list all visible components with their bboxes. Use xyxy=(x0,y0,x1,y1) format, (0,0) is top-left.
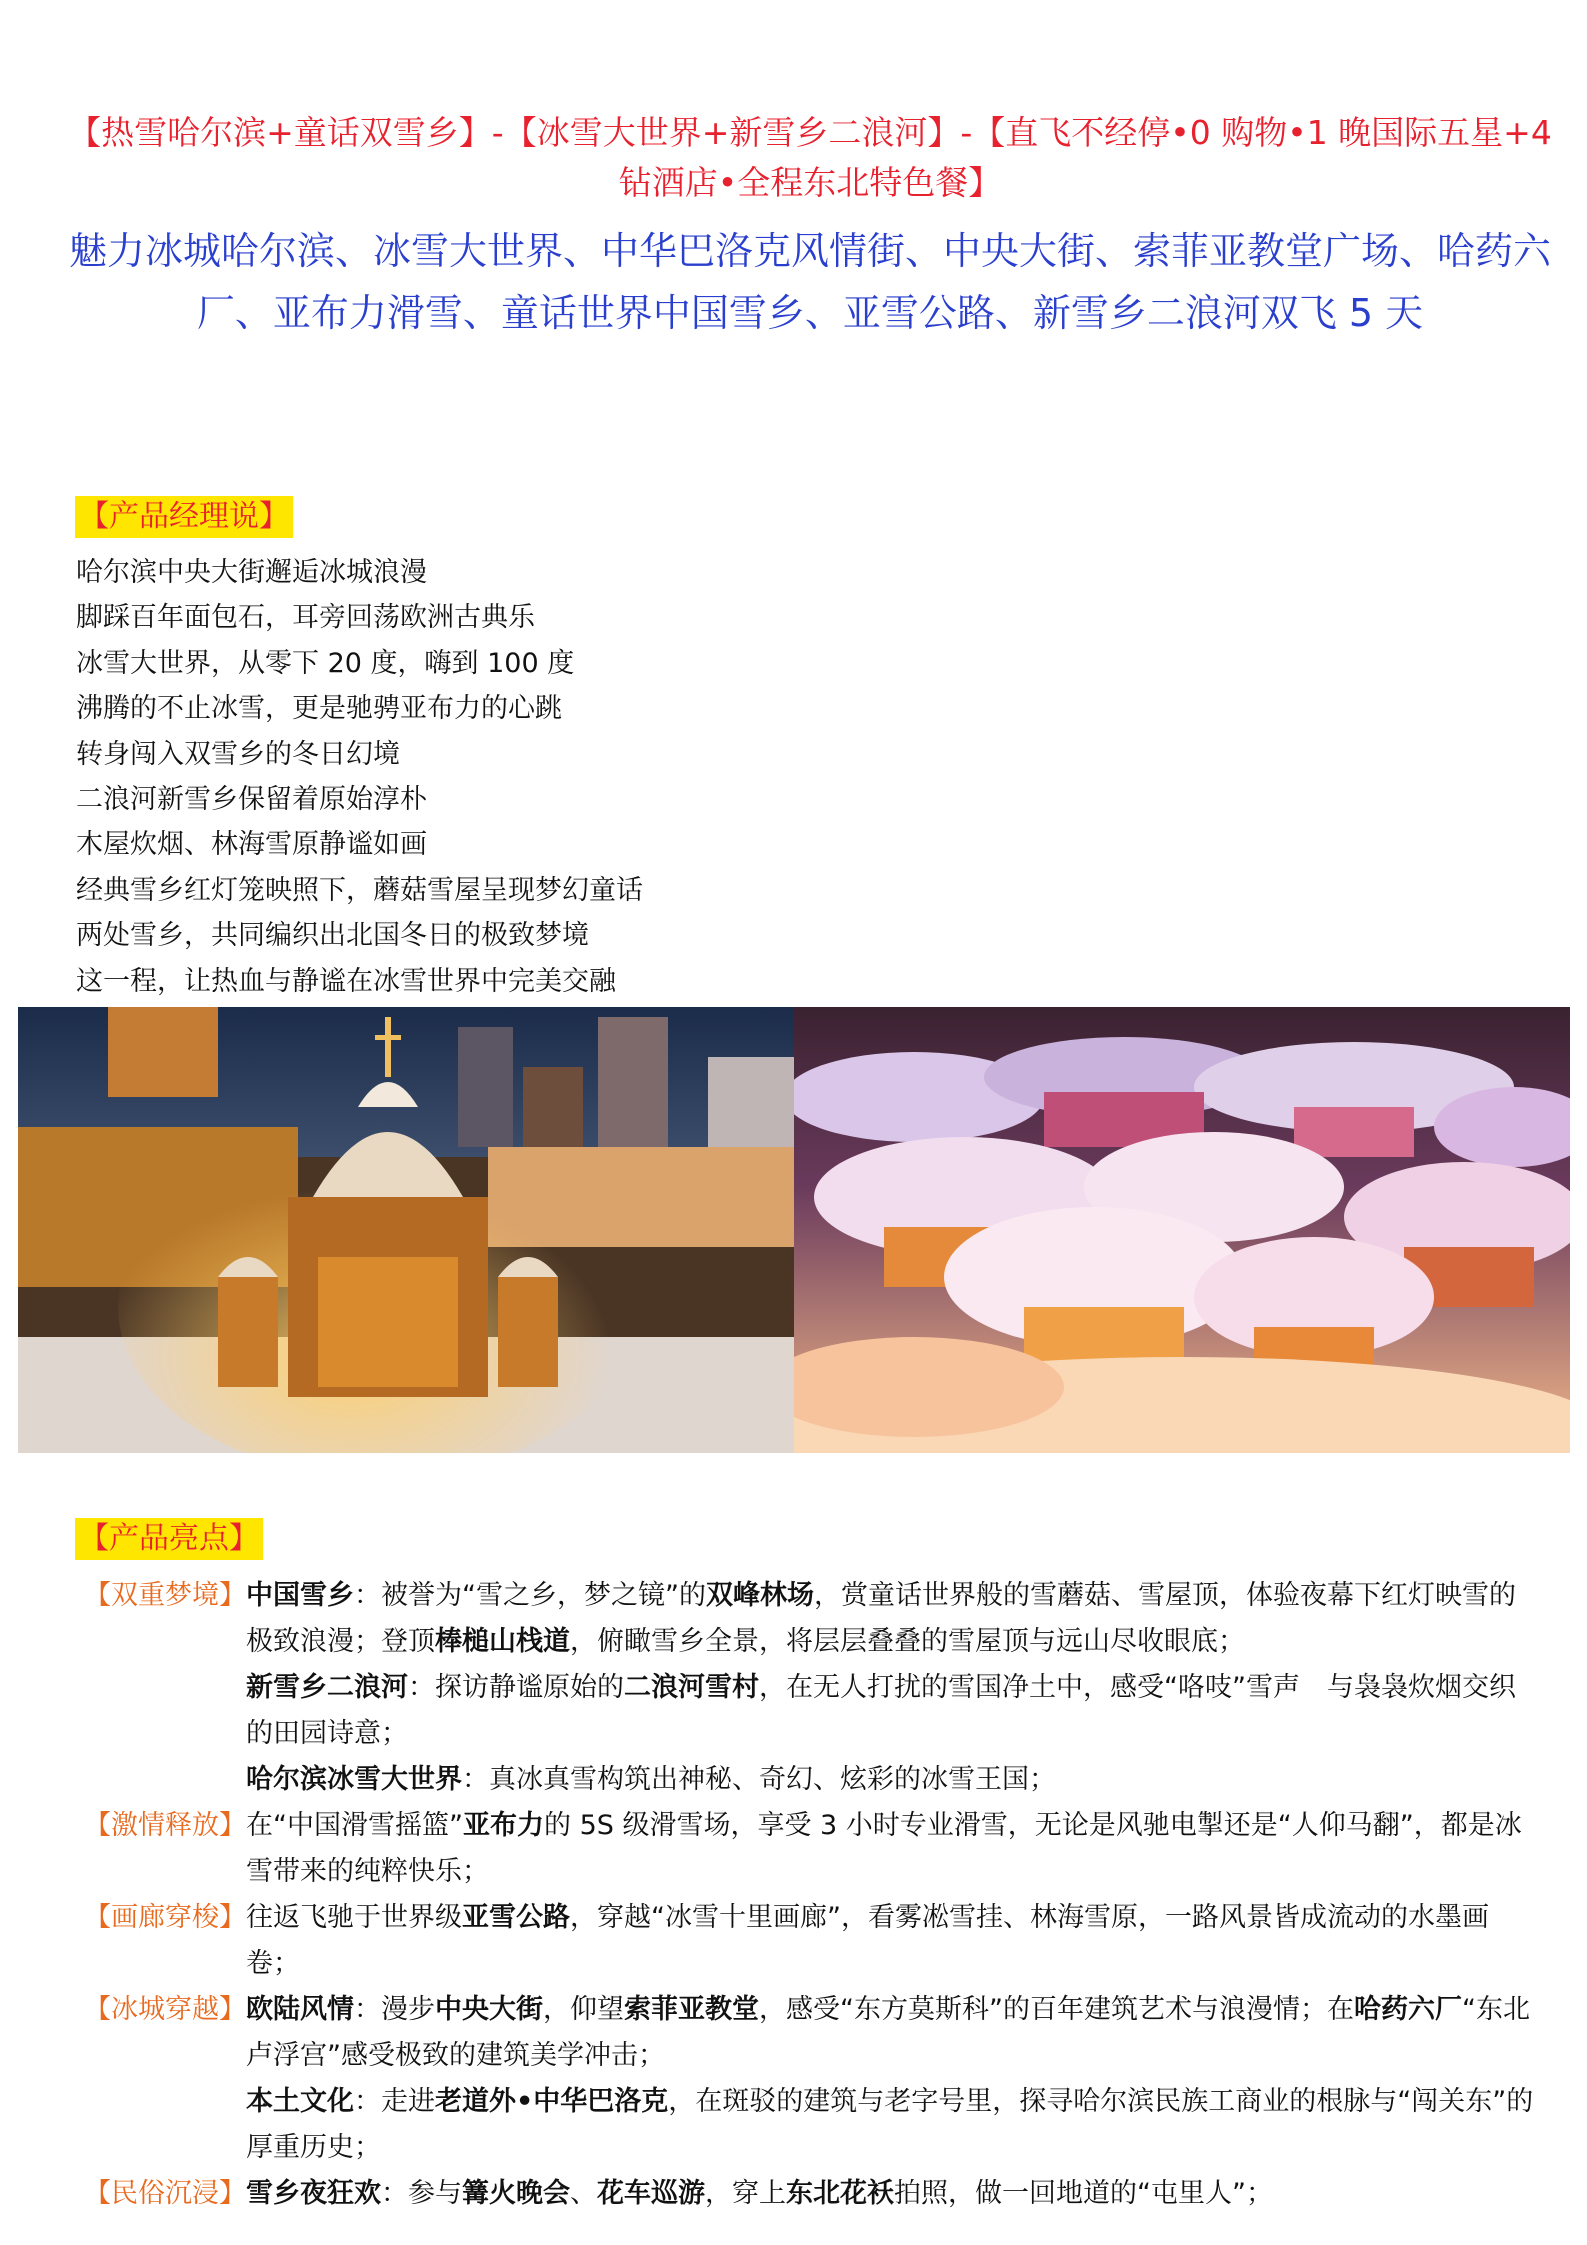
highlight-keyword: 哈药六 xyxy=(1353,1994,1435,2025)
highlight-tag: 【冰城穿越】 xyxy=(84,1994,246,2025)
highlight-body: “东北卢浮宫”感受极致的建筑美学冲击； xyxy=(246,1994,1530,2071)
highlight-body: 都是冰雪带来的纯粹快乐； xyxy=(246,1810,1522,1887)
highlight-keyword: 索菲亚教堂 xyxy=(624,1994,759,2025)
highlight-body: ：漫步 xyxy=(354,1994,435,2025)
highlight-body: ：真冰真雪构筑出神秘、奇幻、炫彩的冰雪王国； xyxy=(462,1764,1056,1795)
highlight-keyword: 新雪乡二浪河 xyxy=(246,1672,408,1703)
manager-line: 木屋炊烟、林海雪原静谧如画 xyxy=(76,829,427,861)
manager-line: 冰雪大世界，从零下 20 度，嗨到 100 度 xyxy=(76,647,575,679)
highlight-text xyxy=(246,1757,1536,1803)
itinerary-subtitle: 魅力冰城哈尔滨、冰雪大世界、中华巴洛克风情街、中央大街、索菲亚教堂广场、哈药六厂、亚布力滑雪、童话世界中国雪乡、亚雪公路、新雪乡二浪河双飞 5 天 xyxy=(68,229,1551,335)
manager-line: 脚踩百年面包石，耳旁回荡欧洲古典乐 xyxy=(76,602,535,634)
highlight-keyword: 雪乡夜狂欢 xyxy=(246,2178,381,2209)
highlight-tag: 【双重梦境】 xyxy=(84,1580,246,1611)
highlight-text xyxy=(246,1895,1536,1987)
highlight-text xyxy=(246,2079,1536,2171)
highlight-body: 拍照，做一回地道的“屯里人”； xyxy=(894,2178,1273,2209)
highlight-keyword: 东北花袄 xyxy=(786,2178,894,2209)
highlight-keyword: 花车巡游 xyxy=(597,2178,705,2209)
highlight-keyword: 厂 xyxy=(1434,1994,1462,2025)
highlight-text xyxy=(246,1665,1536,1757)
highlight-keyword: 双峰林场 xyxy=(705,1580,814,1611)
highlight-text xyxy=(246,1573,1536,1665)
highlight-body: ，穿上 xyxy=(705,2178,786,2209)
st-sophia-cathedral-photo xyxy=(18,1007,794,1453)
highlight-body: 映雪的极致浪漫；登顶 xyxy=(246,1580,1516,1657)
highlight-body: 烟交织的田园诗意； xyxy=(246,1672,1516,1749)
highlight-text xyxy=(246,1987,1536,2079)
highlight-body: ，赏童话世界般的雪蘑菇、雪屋顶，体验夜幕下红灯 xyxy=(813,1580,1435,1611)
highlight-keyword: 哈尔滨冰雪大世界 xyxy=(246,1764,462,1795)
highlight-body: ：被誉为“雪之乡，梦之镜”的 xyxy=(354,1580,706,1611)
highlight-keyword: 老道外•中华巴洛克 xyxy=(435,2086,669,2117)
section-tag-highlights: 【产品亮点】 xyxy=(75,1518,263,1560)
highlight-body: 墨画卷； xyxy=(246,1902,1489,1979)
snow-village-photo xyxy=(794,1007,1570,1453)
section-tag-manager: 【产品经理说】 xyxy=(75,496,293,538)
highlight-tag: 【激情释放】 xyxy=(84,1810,246,1841)
highlight-keyword: 篝火晚会 xyxy=(462,2178,570,2209)
manager-description xyxy=(76,550,643,1004)
highlight-keyword: 亚雪公路 xyxy=(462,1902,570,1933)
highlight-text xyxy=(246,1803,1536,1895)
highlight-body: ，在无人打扰的雪国净土中，感受“咯吱”雪声 与袅袅炊 xyxy=(759,1672,1435,1703)
highlight-body: ：走进 xyxy=(354,2086,435,2117)
manager-line: 经典雪乡红灯笼映照下，蘑菇雪屋呈现梦幻童话 xyxy=(76,874,643,906)
highlight-body: 的 5S 级滑雪场，享受 3 小时专业滑雪，无论是风驰电掣还是“人仰马翻”， xyxy=(543,1810,1441,1841)
highlight-body: ，俯瞰雪乡全景，将层层叠叠的雪屋顶与远山尽收眼底； xyxy=(570,1626,1245,1657)
highlight-keyword: 中央大街 xyxy=(435,1994,543,2025)
highlight-keyword: 中国雪乡 xyxy=(246,1580,354,1611)
manager-line: 二浪河新雪乡保留着原始淳朴 xyxy=(76,784,427,816)
highlight-body: ，在斑驳的建筑与老字号里，探寻哈尔滨民族工商业的根脉与“闯 xyxy=(668,2086,1439,2117)
manager-line: 这一程，让热血与静谧在冰雪世界中完美交融 xyxy=(76,965,616,997)
highlight-body: 在“中国滑雪摇篮” xyxy=(246,1810,463,1841)
manager-line: 沸腾的不止冰雪，更是驰骋亚布力的心跳 xyxy=(76,693,562,725)
highlight-keyword: 欧陆风情 xyxy=(246,1994,354,2025)
highlight-keyword: 亚布力 xyxy=(462,1810,544,1841)
highlight-keyword: 二浪河雪村 xyxy=(624,1672,759,1703)
highlight-body: ，感受“东方莫斯科”的百年建筑艺术与浪漫情；在 xyxy=(759,1994,1354,2025)
highlight-text xyxy=(246,2171,1536,2217)
manager-line: 转身闯入双雪乡的冬日幻境 xyxy=(76,738,400,770)
highlight-keyword: 本土文化 xyxy=(246,2086,354,2117)
highlight-tag: 【画廊穿梭】 xyxy=(84,1902,246,1933)
highlight-tag: 【民俗沉浸】 xyxy=(84,2178,246,2209)
highlight-body: ：探访静谧原始的 xyxy=(408,1672,624,1703)
highlight-body: ：参与 xyxy=(381,2178,462,2209)
highlight-body: 往返飞驰于世界级 xyxy=(246,1902,462,1933)
highlight-body: 、 xyxy=(570,2178,597,2209)
highlight-body: ，穿越“冰雪十里画廊”，看雾凇雪挂、林海雪原，一路风景皆成流动的水 xyxy=(570,1902,1435,1933)
highlight-body: ，仰望 xyxy=(543,1994,624,2025)
product-title: 【热雪哈尔滨+童话双雪乡】-【冰雪大世界+新雪乡二浪河】-【直飞不经停•0 购物•1 晚国际五星+4 钻酒店•全程东北特色餐】 xyxy=(68,113,1552,202)
highlight-body: 关东”的厚重历史； xyxy=(246,2086,1534,2163)
manager-line: 哈尔滨中央大街邂逅冰城浪漫 xyxy=(76,557,427,588)
manager-line: 两处雪乡，共同编织出北国冬日的极致梦境 xyxy=(76,920,589,952)
highlight-keyword: 棒槌山栈道 xyxy=(435,1626,570,1657)
